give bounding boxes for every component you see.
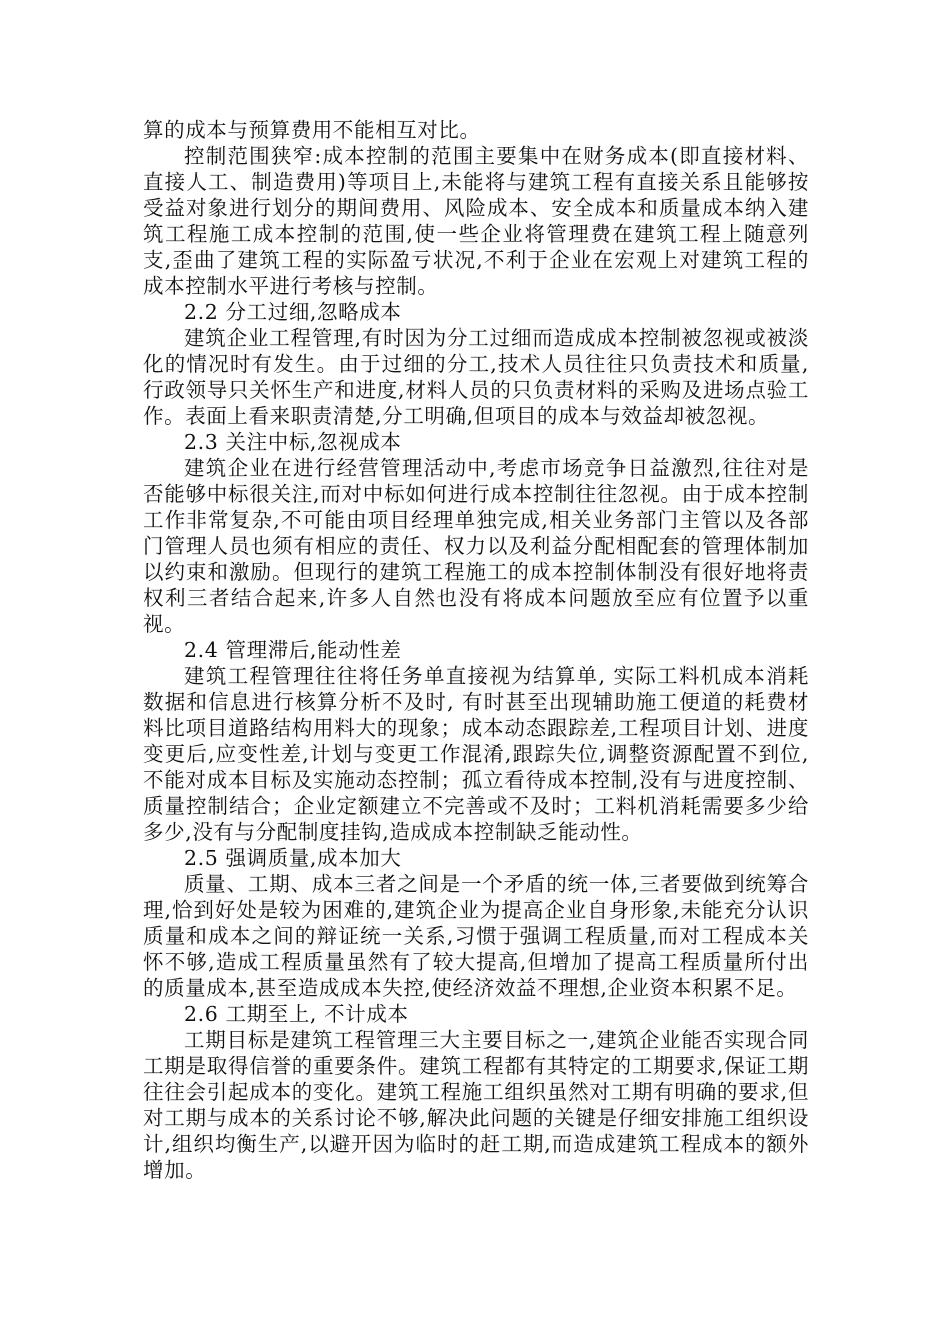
paragraph-control-scope: 控制范围狭窄:成本控制的范围主要集中在财务成本(即直接材料、直接人工、制造费用)等项目上,未能将与建筑工程有直接关系且能够按受益对象进行划分的期间费用、风险成本、安全成本和质量成本纳入建筑工程施工成本控制的范围,使一些企业将管理费在建筑工程上随意列支,歪曲了建筑工程的实际盈亏状况,不利于企业在宏观上对建筑工程的成本控制水平进行考核与控制。 xyxy=(143,144,809,298)
section-heading-2-4: 2.4 管理滞后,能动性差 xyxy=(184,638,402,662)
paragraph-2-5: 质量、工期、成本三者之间是一个矛盾的统一体,三者要做到统筹合理,恰到好处是较为困难的,建筑企业为提高企业自身形象,未能充分认识质量和成本之间的辩证统一关系,习惯于强调工程质量,而对工程成本关怀不够,造成工程质量虽然有了较大提高,但增加了提高工程质量所付出的质量成本,甚至造成成本失控,使经济效益不理想,企业资本积累不足。 xyxy=(143,872,809,1000)
paragraph-2-4: 建筑工程管理往往将任务单直接视为结算单, 实际工料机成本消耗数据和信息进行核算分析不及时, 有时甚至出现辅助施工便道的耗费材料比项目道路结构用料大的现象；成本动态跟踪差,工程项目计划、进度变更后,应变性差,计划与变更工作混淆,跟踪失位,调整资源配置不到位,不能对成本目标及实施动态控制；孤立看待成本控制,没有与进度控制、质量控制结合；企业定额建立不完善或不及时；工料机消耗需要多少给多少,没有与分配制度挂钩,造成成本控制缺乏能动性。 xyxy=(143,664,809,844)
paragraph-2-2: 建筑企业工程管理,有时因为分工过细而造成成本控制被忽视或被淡化的情况时有发生。由于过细的分工,技术人员往往只负责技术和质量,行政领导只关怀生产和进度,材料人员的只负责材料的采购及进场点验工作。表面上看来职责清楚,分工明确,但项目的成本与效益却被忽视。 xyxy=(143,326,809,428)
section-heading-2-6: 2.6 工期至上, 不计成本 xyxy=(184,1002,409,1026)
document-body xyxy=(143,117,809,1183)
section-heading-2-2: 2.2 分工过细,忽略成本 xyxy=(184,300,402,324)
section-heading-2-5: 2.5 强调质量,成本加大 xyxy=(184,846,402,870)
paragraph-continued: 算的成本与预算费用不能相互对比。 xyxy=(143,118,481,142)
paragraph-2-6: 工期目标是建筑工程管理三大主要目标之一,建筑企业能否实现合同工期是取得信誉的重要条件。建筑工程都有其特定的工期要求,保证工期往往会引起成本的变化。建筑工程施工组织虽然对工期有明确的要求,但对工期与成本的关系讨论不够,解决此问题的关键是仔细安排施工组织设计,组织均衡生产,以避开因为临时的赶工期,而造成建筑工程成本的额外增加。 xyxy=(143,1028,809,1182)
paragraph-2-3: 建筑企业在进行经营管理活动中,考虑市场竞争日益激烈,往往对是否能够中标很关注,而对中标如何进行成本控制往往忽视。由于成本控制工作非常复杂,不可能由项目经理单独完成,相关业务部门主管以及各部门管理人员也须有相应的责任、权力以及利益分配相配套的管理体制加以约束和激励。但现行的建筑工程施工的成本控制体制没有很好地将责权利三者结合起来,许多人自然也没有将成本问题放至应有位置予以重视。 xyxy=(143,456,809,636)
section-heading-2-3: 2.3 关注中标,忽视成本 xyxy=(184,430,402,454)
